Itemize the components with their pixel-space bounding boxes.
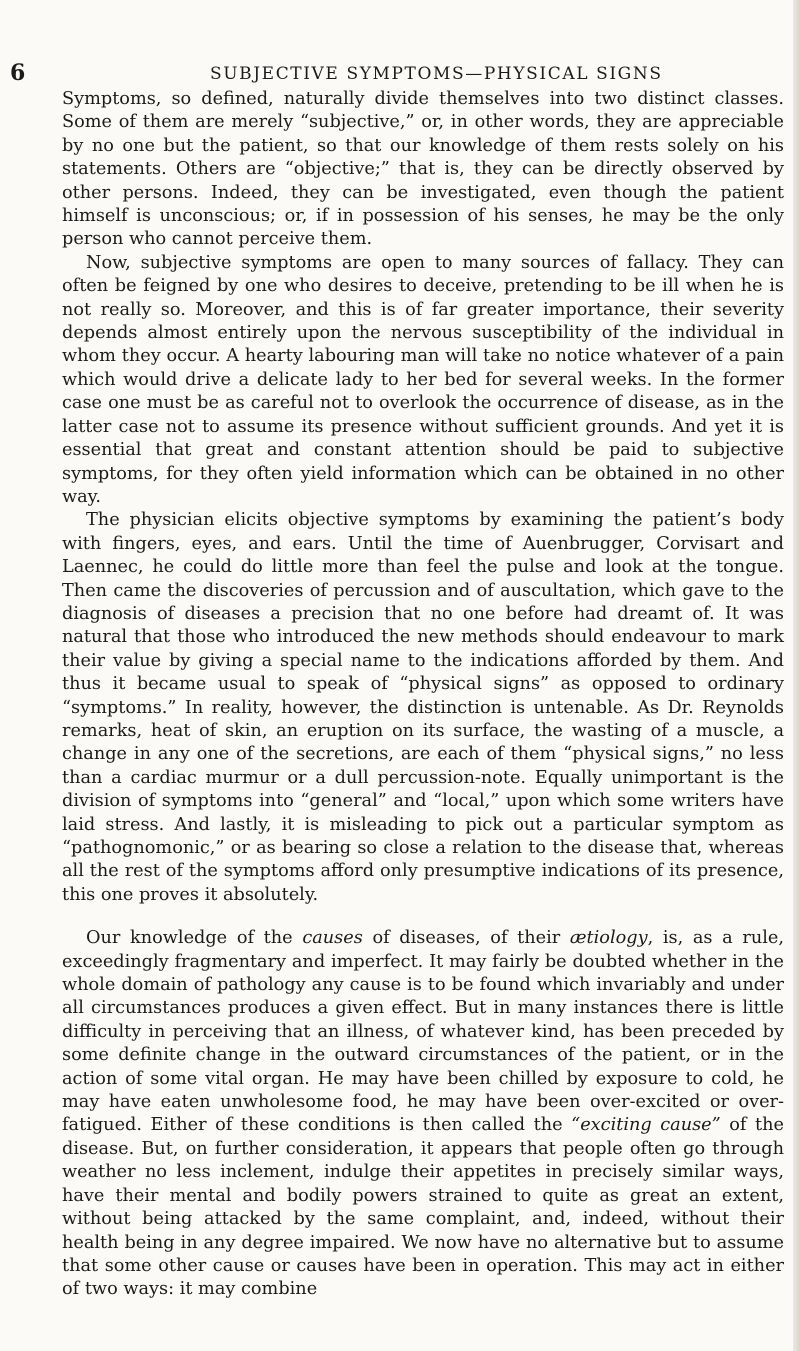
causes-middle: of diseases, of their [362,928,570,949]
running-head [10,60,710,86]
paragraph-symptoms-classes: Symptoms, so defined, naturally divide themselves into two distinct classes. Some of them are merely “subjective,” or, in other words, they are appreciable by no one but the patient, so that our knowledge of them rests solely on his statements. Others are “objective;” that is, they can be directly observed by other persons. Indeed, they can be investigated, even though the patient himself is unconscious; or, if in possession of his senses, he may be the only person who cannot perceive them. [62,89,784,250]
causes-term: causes [302,928,363,949]
causes-intro: Our knowledge of the [86,928,303,949]
paragraph-causes [62,927,784,1302]
page-edge [793,0,800,1351]
running-head-title: SUBJECTIVE SYMPTOMS—PHYSICAL SIGNS [210,64,663,84]
paragraph-subjective-symptoms: Now, subjective symptoms are open to many sources of fallacy. They can often be feigned by one who desires to deceive, pretending to be ill when he is not really so. Moreover, and this is of far greater importance, their severity depends almost entirely upon the nervous susceptibility of the individual in whom they occur. A hearty labouring man will take no notice whatever of a pain which would drive a delicate lady to her bed for several weeks. In the former case one must be as careful not to overlook the occurrence of disease, as in the latter case not to assume its presence without sufficient grounds. And yet it is essential that great and constant attention should be paid to subjective symptoms, for they often yield information which can be obtained in no other way. [62,252,784,507]
causes-ending: of the disease. But, on further consideration, it appears that people often go through weather no less inclement, indulge their appetites in precisely similar ways, have their mental and bodily powers strained to quite as great an extent, without being attacked by the same complaint, and, indeed, without their health being in any degree impaired. We now have no alternative but to assume that some other cause or causes have been in operation. This may act in either of two ways: it may combine [62,1115,784,1300]
page-number: 6 [10,60,26,86]
paragraph-objective-symptoms: The physician elicits objective symptoms by examining the patient’s body with fingers, eyes, and ears. Until the time of Auenbrugger, Corvisart and Laennec, he could do little more than feel the pulse and look at the tongue. Then came the discoveries of percussion and of auscultation, which gave to the diagnosis of diseases a precision that no one before had dreamt of. It was natural that those who introduced the new methods should endeavour to mark their value by giving a special name to the indications afforded by them. And thus it became usual to speak of “physical signs” as opposed to ordinary “symptoms.” In reality, however, the distinction is untenable. As Dr. Reynolds remarks, heat of skin, an eruption on its surface, the wasting of a muscle, a change in any one of the secretions, are each of them “physical signs,” no less than a cardiac murmur or a dull percussion-note. Equally unimportant is the division of symptoms into “general” and “local,” upon which some writers have laid stress. And lastly, it is misleading to pick out a particular symptom as “pathognomonic,” or as bearing so close a relation to the disease that, whereas all the rest of the symptoms afford only presumptive indications of its presence, this one proves it absolutely. [62,510,784,905]
body-text [62,88,784,1302]
aetiology-term: ætiology [569,928,648,949]
causes-after-aetiology: , is, as a rule, exceedingly fragmentary and imperfect. It may fairly be doubted whether in the whole domain of pathology any cause is to be found which invariably and under all circumstances produces a given effect. But in many instances there is little difficulty in perceiving that an illness, of whatever kind, has been preceded by some definite change in the outward circumstances of the patient, or in the action of some vital organ. He may have been chilled by exposure to cold, he may have eaten unwholesome food, he may have been over-excited or over-fatigued. Either of these conditions is then called the [62,928,784,1136]
exciting-cause-term: “exciting cause” [571,1115,721,1136]
